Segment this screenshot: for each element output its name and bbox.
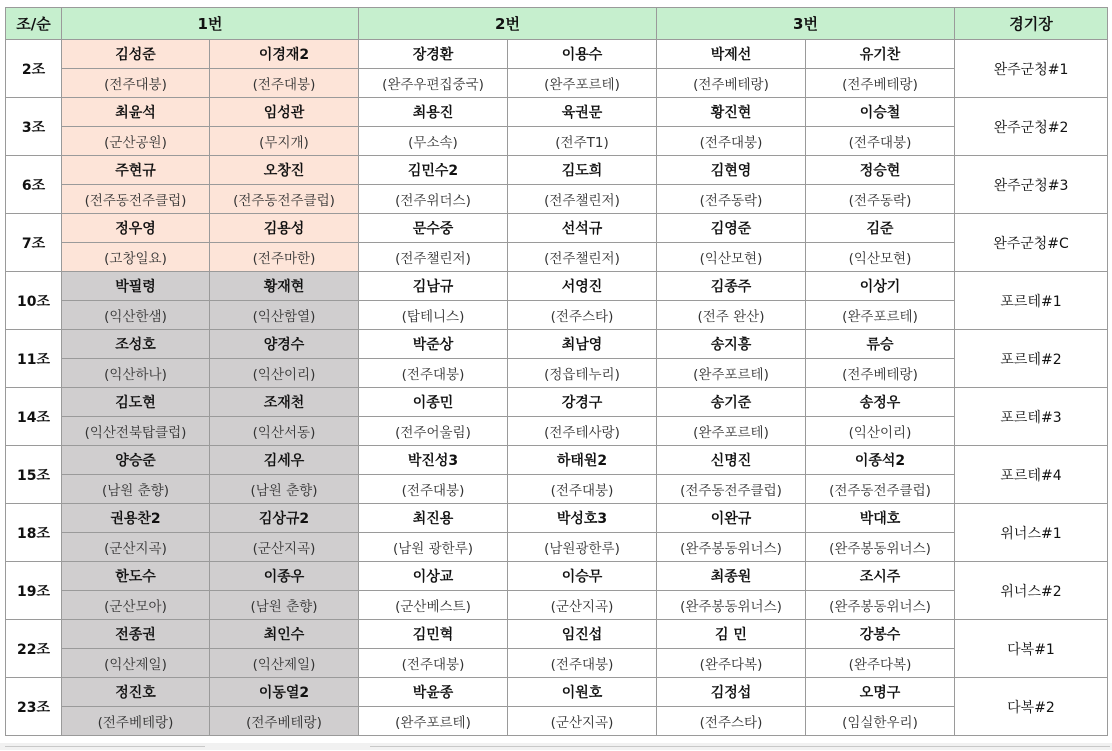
player-club: (익산하나) <box>62 359 210 388</box>
group-club-row <box>6 707 1108 736</box>
group-name-row <box>6 446 1108 475</box>
player-name: 이종우 <box>210 562 359 591</box>
group-club-row <box>6 243 1108 272</box>
player-name: 양경수 <box>210 330 359 359</box>
group-name-row <box>6 98 1108 127</box>
group-label: 22조 <box>6 620 62 678</box>
player-name: 강경구 <box>508 388 657 417</box>
player-name: 서영진 <box>508 272 657 301</box>
player-club: (익산한샘) <box>62 301 210 330</box>
player-club: (익산모현) <box>657 243 806 272</box>
court-label: 포르테#4 <box>955 446 1108 504</box>
player-name: 김민혁 <box>359 620 508 649</box>
player-club: (군산베스트) <box>359 591 508 620</box>
player-name: 오명구 <box>806 678 955 707</box>
group-club-row <box>6 185 1108 214</box>
player-club: (군산공원) <box>62 127 210 156</box>
player-club: (군산지곡) <box>62 533 210 562</box>
player-name: 김상규2 <box>210 504 359 533</box>
group-name-row <box>6 40 1108 69</box>
player-club: (전주스타) <box>508 301 657 330</box>
player-club: (전주대붕) <box>62 69 210 98</box>
player-name: 김도현 <box>62 388 210 417</box>
player-name: 임진섭 <box>508 620 657 649</box>
player-name: 황재현 <box>210 272 359 301</box>
player-club: (전주대붕) <box>210 69 359 98</box>
player-club: (남원 춘향) <box>62 475 210 504</box>
court-label: 위너스#1 <box>955 504 1108 562</box>
player-name: 신명진 <box>657 446 806 475</box>
player-club: (익산이리) <box>806 417 955 446</box>
player-club: (전주테사랑) <box>508 417 657 446</box>
player-club: (완주봉동위너스) <box>657 533 806 562</box>
player-club: (전주위더스) <box>359 185 508 214</box>
court-label: 완주군청#3 <box>955 156 1108 214</box>
player-name: 박필령 <box>62 272 210 301</box>
player-name: 박제선 <box>657 40 806 69</box>
player-name: 최남영 <box>508 330 657 359</box>
player-club: (익산모현) <box>806 243 955 272</box>
player-club: (전주동전주클럽) <box>210 185 359 214</box>
player-name: 이용수 <box>508 40 657 69</box>
group-club-row <box>6 417 1108 446</box>
group-name-row <box>6 678 1108 707</box>
player-club: (완주포르테) <box>508 69 657 98</box>
sheet-bottom-strip <box>0 743 1112 750</box>
player-name: 이종석2 <box>806 446 955 475</box>
court-label: 포르테#3 <box>955 388 1108 446</box>
court-label: 완주군청#C <box>955 214 1108 272</box>
player-club: (임실한우리) <box>806 707 955 736</box>
player-club: (익산전북탑클럽) <box>62 417 210 446</box>
group-label: 2조 <box>6 40 62 98</box>
player-club: (전주챌린저) <box>359 243 508 272</box>
player-club: (완주포르테) <box>657 359 806 388</box>
group-label: 14조 <box>6 388 62 446</box>
group-club-row <box>6 533 1108 562</box>
group-name-row <box>6 504 1108 533</box>
player-name: 조재천 <box>210 388 359 417</box>
player-club: (완주봉동위너스) <box>806 591 955 620</box>
header-court: 경기장 <box>955 8 1108 40</box>
player-club: (전주대붕) <box>359 475 508 504</box>
player-name: 선석규 <box>508 214 657 243</box>
player-club: (남원 춘향) <box>210 591 359 620</box>
group-label: 19조 <box>6 562 62 620</box>
player-club: (익산이리) <box>210 359 359 388</box>
player-club: (군산지곡) <box>508 591 657 620</box>
match-schedule-table <box>5 7 1108 736</box>
player-club: (전주스타) <box>657 707 806 736</box>
player-club: (전주대붕) <box>359 649 508 678</box>
group-label: 18조 <box>6 504 62 562</box>
court-label: 완주군청#1 <box>955 40 1108 98</box>
sheet-scroll-left[interactable] <box>5 746 205 751</box>
player-name: 최용진 <box>359 98 508 127</box>
court-label: 완주군청#2 <box>955 98 1108 156</box>
player-club: (탑테니스) <box>359 301 508 330</box>
group-name-row <box>6 214 1108 243</box>
player-club: (익산제일) <box>210 649 359 678</box>
header-row <box>6 8 1108 40</box>
player-club: (남원 광한루) <box>359 533 508 562</box>
group-club-row <box>6 127 1108 156</box>
player-name: 김종주 <box>657 272 806 301</box>
player-name: 류승 <box>806 330 955 359</box>
sheet-scrollbar[interactable] <box>370 746 1110 751</box>
player-name: 박진성3 <box>359 446 508 475</box>
player-club: (무소속) <box>359 127 508 156</box>
player-name: 김성준 <box>62 40 210 69</box>
player-name: 하태원2 <box>508 446 657 475</box>
player-name: 전종권 <box>62 620 210 649</box>
court-label: 포르테#1 <box>955 272 1108 330</box>
group-name-row <box>6 562 1108 591</box>
player-club: (전주베테랑) <box>806 69 955 98</box>
player-name: 송기준 <box>657 388 806 417</box>
player-name: 박성호3 <box>508 504 657 533</box>
player-name: 이상기 <box>806 272 955 301</box>
group-club-row <box>6 359 1108 388</box>
player-name: 장경환 <box>359 40 508 69</box>
player-club: (남원광한루) <box>508 533 657 562</box>
player-club: (군산지곡) <box>210 533 359 562</box>
player-name: 김영준 <box>657 214 806 243</box>
player-club: (정읍테누리) <box>508 359 657 388</box>
group-club-row <box>6 591 1108 620</box>
player-name: 김용성 <box>210 214 359 243</box>
player-name: 이경재2 <box>210 40 359 69</box>
player-club: (고창일요) <box>62 243 210 272</box>
player-club: (무지개) <box>210 127 359 156</box>
group-label: 23조 <box>6 678 62 736</box>
court-label: 다복#2 <box>955 678 1108 736</box>
group-name-row <box>6 620 1108 649</box>
group-label: 6조 <box>6 156 62 214</box>
player-club: (전주대붕) <box>657 127 806 156</box>
player-club: (전주동전주클럽) <box>806 475 955 504</box>
player-club: (전주챌린저) <box>508 243 657 272</box>
player-name: 이승무 <box>508 562 657 591</box>
player-name: 김세우 <box>210 446 359 475</box>
player-club: (완주포르테) <box>657 417 806 446</box>
player-name: 유기찬 <box>806 40 955 69</box>
player-name: 육권문 <box>508 98 657 127</box>
player-name: 한도수 <box>62 562 210 591</box>
player-name: 김민수2 <box>359 156 508 185</box>
player-club: (완주우편집중국) <box>359 69 508 98</box>
player-name: 최종원 <box>657 562 806 591</box>
player-club: (전주동락) <box>657 185 806 214</box>
player-club: (완주포르테) <box>806 301 955 330</box>
player-name: 김정섭 <box>657 678 806 707</box>
player-club: (전주챌린저) <box>508 185 657 214</box>
player-name: 최인수 <box>210 620 359 649</box>
player-name: 박준상 <box>359 330 508 359</box>
player-name: 오창진 <box>210 156 359 185</box>
player-club: (익산제일) <box>62 649 210 678</box>
player-club: (완주봉동위너스) <box>657 591 806 620</box>
player-name: 양승준 <box>62 446 210 475</box>
player-club: (전주대붕) <box>359 359 508 388</box>
group-label: 15조 <box>6 446 62 504</box>
player-club: (전주대붕) <box>508 475 657 504</box>
group-label: 11조 <box>6 330 62 388</box>
group-name-row <box>6 156 1108 185</box>
player-club: (전주베테랑) <box>806 359 955 388</box>
group-club-row <box>6 475 1108 504</box>
player-club: (전주동전주클럽) <box>657 475 806 504</box>
player-name: 이원호 <box>508 678 657 707</box>
court-label: 위너스#2 <box>955 562 1108 620</box>
player-club: (전주T1) <box>508 127 657 156</box>
player-club: (전주대붕) <box>806 127 955 156</box>
player-name: 김남규 <box>359 272 508 301</box>
player-name: 박대호 <box>806 504 955 533</box>
player-club: (전주동전주클럽) <box>62 185 210 214</box>
player-club: (전주대붕) <box>508 649 657 678</box>
player-club: (익산함열) <box>210 301 359 330</box>
player-name: 송지흥 <box>657 330 806 359</box>
player-club: (완주봉동위너스) <box>806 533 955 562</box>
header-team-2: 2번 <box>359 8 657 40</box>
player-name: 황진현 <box>657 98 806 127</box>
player-club: (전주베테랑) <box>62 707 210 736</box>
player-name: 임성관 <box>210 98 359 127</box>
group-club-row <box>6 649 1108 678</box>
player-name: 조시주 <box>806 562 955 591</box>
player-name: 김준 <box>806 214 955 243</box>
player-club: (남원 춘향) <box>210 475 359 504</box>
player-name: 박윤종 <box>359 678 508 707</box>
group-label: 7조 <box>6 214 62 272</box>
player-name: 김도희 <box>508 156 657 185</box>
player-name: 이완규 <box>657 504 806 533</box>
group-name-row <box>6 388 1108 417</box>
player-name: 최진용 <box>359 504 508 533</box>
player-name: 정진호 <box>62 678 210 707</box>
header-team-3: 3번 <box>657 8 955 40</box>
player-name: 조성호 <box>62 330 210 359</box>
player-name: 이승철 <box>806 98 955 127</box>
player-name: 문수중 <box>359 214 508 243</box>
player-club: (전주어울림) <box>359 417 508 446</box>
player-name: 정승현 <box>806 156 955 185</box>
header-group: 조/순 <box>6 8 62 40</box>
player-name: 김현영 <box>657 156 806 185</box>
player-club: (완주다복) <box>806 649 955 678</box>
header-team-1: 1번 <box>62 8 359 40</box>
player-name: 정우영 <box>62 214 210 243</box>
court-label: 다복#1 <box>955 620 1108 678</box>
group-club-row <box>6 69 1108 98</box>
player-club: (완주다복) <box>657 649 806 678</box>
player-club: (완주포르테) <box>359 707 508 736</box>
player-club: (전주베테랑) <box>210 707 359 736</box>
group-name-row <box>6 272 1108 301</box>
group-label: 10조 <box>6 272 62 330</box>
player-name: 권용찬2 <box>62 504 210 533</box>
group-name-row <box>6 330 1108 359</box>
player-club: (전주베테랑) <box>657 69 806 98</box>
player-name: 송정우 <box>806 388 955 417</box>
player-club: (전주마한) <box>210 243 359 272</box>
player-name: 강봉수 <box>806 620 955 649</box>
player-club: (전주동락) <box>806 185 955 214</box>
player-name: 김 민 <box>657 620 806 649</box>
player-name: 최윤석 <box>62 98 210 127</box>
player-club: (군산모아) <box>62 591 210 620</box>
player-club: (익산서동) <box>210 417 359 446</box>
court-label: 포르테#2 <box>955 330 1108 388</box>
player-name: 주현규 <box>62 156 210 185</box>
player-name: 이상교 <box>359 562 508 591</box>
player-name: 이종민 <box>359 388 508 417</box>
player-club: (전주 완산) <box>657 301 806 330</box>
player-name: 이동열2 <box>210 678 359 707</box>
player-club: (군산지곡) <box>508 707 657 736</box>
group-label: 3조 <box>6 98 62 156</box>
group-club-row <box>6 301 1108 330</box>
schedule-body <box>6 40 1108 736</box>
